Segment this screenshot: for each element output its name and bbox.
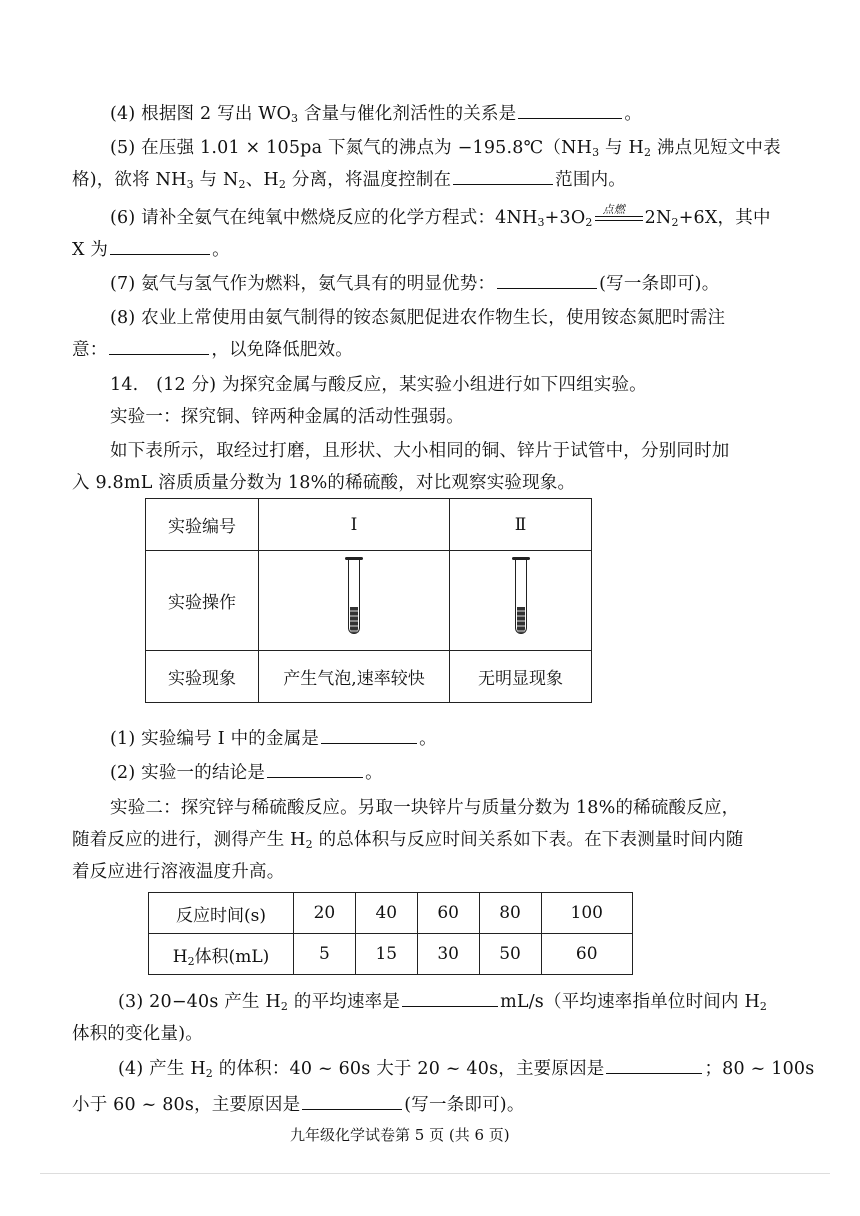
question-8: (8) 农业上常使用由氨气制得的铵态氮肥促进农作物生长，使用铵态氮肥时需注 <box>110 308 726 328</box>
answer-blank[interactable] <box>302 1093 402 1110</box>
table-cell: 15 <box>355 934 417 975</box>
question-6: (6) 请补全氨气在纯氧中燃烧反应的化学方程式：$4NH_3+3O_2$ 点燃 $2N_2+6X$，其中 <box>110 202 771 229</box>
question-5: (5) 在压强 1.01 × 105pa 下氮气的沸点为 $-195.8℃(NH_3$ 与 $H_2$ 沸点见短文中表 <box>110 138 781 159</box>
experiment-2-desc-3: 着反应进行溶液温度升高。 <box>72 862 285 882</box>
experiment-1-table <box>145 498 592 703</box>
experiment-2-desc-2: 随着反应的进行，测得产生 $H_2$ 的总体积与反应时间关系如下表。在下表测量时间内随 <box>72 830 744 851</box>
answer-blank[interactable] <box>267 761 363 778</box>
question-5-line2: 格)，欲将 $NH_3$ 与 $N_2$、$H_2$ 分离，将温度控制在 范围内。 <box>72 170 626 191</box>
table-row-label: 实验现象 <box>146 651 259 703</box>
test-tube-cell <box>259 551 450 651</box>
experiment-1-desc-1: 如下表所示，取经过打磨，且形状、大小相同的铜、锌片于试管中，分别同时加 <box>110 441 730 461</box>
table-row-label: $H_2$体积(mL) <box>149 934 294 975</box>
table-header-cell: 实验编号 <box>146 499 259 551</box>
table-row-label: 实验操作 <box>146 551 259 651</box>
question-4: (4) 根据图 2 写出 $WO_3$ 含量与催化剂活性的关系是 。 <box>110 104 643 125</box>
table-cell: 100 <box>541 893 633 934</box>
table-cell: 无明显现象 <box>450 651 592 703</box>
table-cell: 30 <box>417 934 479 975</box>
table-cell: 40 <box>355 893 417 934</box>
question-6-line2: X 为 。 <box>72 240 230 260</box>
table-cell: 80 <box>479 893 541 934</box>
table-row-label: 反应时间(s) <box>149 893 294 934</box>
test-tube-icon <box>345 557 363 639</box>
table-header-cell: Ⅱ <box>450 499 592 551</box>
table-header-cell: I <box>259 499 450 551</box>
question-14-title: 14. (12 分) 为探究金属与酸反应，某实验小组进行如下四组实验。 <box>110 375 647 395</box>
sub-question-1: (1) 实验编号 I 中的金属是 。 <box>110 729 437 749</box>
experiment-2-desc-1: 实验二：探究锌与稀硫酸反应。另取一块锌片与质量分数为 18%的稀硫酸反应， <box>110 798 740 818</box>
table-cell: 5 <box>294 934 356 975</box>
answer-blank[interactable] <box>606 1057 702 1074</box>
answer-blank[interactable] <box>321 727 417 744</box>
table-cell: 20 <box>294 893 356 934</box>
bottom-divider <box>40 1173 830 1174</box>
answer-blank[interactable] <box>497 272 597 289</box>
sub-question-4: (4) 产生 $H_2$ 的体积：40 ~ 60s 大于 20 ~ 40s，主要原因是 ；80 ~ 100s <box>118 1059 815 1080</box>
answer-blank[interactable] <box>402 990 498 1007</box>
table-cell: 产生气泡,速率较快 <box>259 651 450 703</box>
sub-question-3: (3) 20−40s 产生 $H_2$ 的平均速率是 mL/s（平均速率指单位时间内 $H_2$ <box>118 992 768 1013</box>
answer-blank[interactable] <box>518 102 622 119</box>
reaction-condition-arrow: 点燃 <box>593 210 645 228</box>
experiment-1-desc-2: 入 9.8mL 溶质质量分数为 18%的稀硫酸，对比观察实验现象。 <box>72 473 576 493</box>
sub-question-4-line2: 小于 60 ~ 80s，主要原因是 (写一条即可)。 <box>72 1095 525 1115</box>
table-cell: 60 <box>417 893 479 934</box>
experiment-2-table <box>148 892 633 975</box>
experiment-1-heading: 实验一：探究铜、锌两种金属的活动性强弱。 <box>110 407 464 427</box>
page-footer: 九年级化学试卷第 5 页 (共 6 页) <box>290 1126 510 1144</box>
table-cell: 50 <box>479 934 541 975</box>
sub-question-2: (2) 实验一的结论是 。 <box>110 763 383 783</box>
sub-question-3-line2: 体积的变化量)。 <box>72 1024 203 1044</box>
question-8-line2: 意： ，以免降低肥效。 <box>72 340 354 360</box>
test-tube-cell <box>450 551 592 651</box>
question-7: (7) 氨气与氢气作为燃料，氨气具有的明显优势： (写一条即可)。 <box>110 274 720 294</box>
test-tube-icon <box>512 557 530 639</box>
table-cell: 60 <box>541 934 633 975</box>
answer-blank[interactable] <box>109 338 209 355</box>
answer-blank[interactable] <box>453 168 553 185</box>
answer-blank[interactable] <box>110 238 210 255</box>
